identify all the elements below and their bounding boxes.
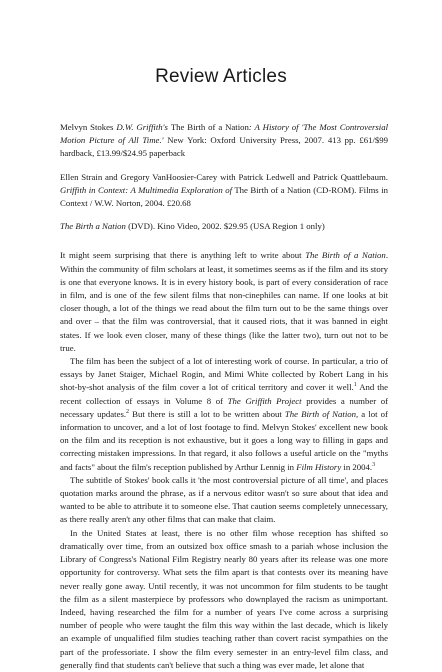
footnote-marker: 2 (126, 408, 130, 415)
italic-span: The Birth a Nation (60, 221, 126, 232)
text-span: The Birth of a Nation (CD-ROM). Films in Context / W.W. Norton, 2004. £20.68 (60, 184, 388, 209)
reference-2 (60, 171, 388, 211)
text-span: The subtitle of Stokes' book calls it 'the most controversial picture of all time', and places quotation marks around the phrase, as if a nervous editor wasn't so sure about that idea and wanted to be able to attribute it to someone else. That caution seems completely unnecessary, as there really aren't any other films that can make that claim. (60, 474, 388, 525)
text-span: in 2004. (341, 461, 373, 472)
paragraph-4 (60, 527, 388, 672)
italic-span: Griffith in Context: A Multimedia Exploration of (60, 184, 233, 195)
italic-span: D.W. Griffith's (116, 122, 171, 132)
italic-span: : A History of 'The Most Controversial Motion Picture of All Time.' (60, 122, 388, 146)
italic-span: Film History (296, 461, 342, 472)
text-span: In the United States at least, there is no other film whose reception has shifted so dramatically over time, from an outsized box office smash to a pariah whose inclusion the Library of Congress's National Film Registry nearly 80 years after its release was one more opportunity for controversy. What sets the film apart is that contests over its meaning have never really gone away. Until recently, it was not uncommon for film students to be taught the film as a silent masterpiece by professors who downplayed the racism as unimportant. Indeed, having researched the film for a number of years I've come across a surprising number of people who were taught the film this way within the last decade, which is likely an example of unqualified film studies teaching rather than covert racist sympathies on the part of the professoriate. I show the film every semester in an entry-level film class, and generally find that students can't believe that such a thing was ever made, let alone that (60, 527, 388, 670)
page-title: Review Articles (155, 66, 287, 87)
italic-span: The Griffith Project (227, 395, 302, 406)
text-column (60, 121, 388, 672)
text-span: But there is still a lot to be written about (129, 408, 285, 419)
text-span: It might seem surprising that there is anything left to write about (60, 250, 306, 261)
paragraph-3 (60, 474, 388, 527)
text-span: The film has been the subject of a lot of interesting work of course. In particular, a trio of essays by Janet Staiger, Michael Rogin, and Mimi White collected by Robert Lang in his shot-by-shot analysis of the film cover a lot of critical territory and cover it well. (60, 356, 388, 393)
reference-3 (60, 220, 388, 233)
text-span: . Within the community of film scholars at least, it sometimes seems as if the film and its story is one that everyone knows. It is in every history book, is part of every consideration of race in film, and is one of the few silent films that non-cinephiles can name. If one looks at bit closer though, a lot of the things we read about the film turn out to be the same things over and over – that the film was controversial, that it caused riots, that it was banned in eight states. If we look even closer, many of these things (like the latter two), turn out not to be true. (60, 250, 388, 353)
text-span: , a lot of information to uncover, and a lot of lost footage to find. Melvyn Stokes' excellent new book on the film and its reception is not exhaustive, but it goes a long way to filling in gaps and correcting mistaken impressions. In that regard, it also follows a useful article on the "myths and facts" about the film's reception published by Arthur Lennig in (60, 408, 388, 472)
body-text (60, 249, 388, 672)
text-span: The Birth of a Nation (170, 122, 249, 132)
text-span: (DVD). Kino Video, 2002. $29.95 (USA Region 1 only) (125, 221, 325, 232)
italic-span: The Birth of Nation (284, 408, 356, 419)
reference-list (60, 121, 388, 233)
text-span: Melvyn Stokes (60, 122, 117, 132)
paragraph-2 (60, 355, 388, 474)
footnote-marker: 3 (372, 461, 376, 468)
text-span: provides a number of necessary updates. (60, 395, 388, 419)
italic-span: The Birth of a Nation (305, 250, 386, 261)
text-span: New York: Oxford University Press, 2007. 413 pp. £61/$99 hardback, £13.99/$24.95 paperback (60, 135, 389, 159)
reference-1 (60, 121, 388, 161)
text-span: And the recent collection of essays in Volume 8 of (60, 382, 388, 406)
text-span: Ellen Strain and Gregory VanHoosier-Carey with Patrick Ledwell and Patrick Quattlebaum. (60, 171, 388, 182)
paragraph-1 (60, 249, 388, 355)
footnote-marker: 1 (353, 382, 357, 389)
